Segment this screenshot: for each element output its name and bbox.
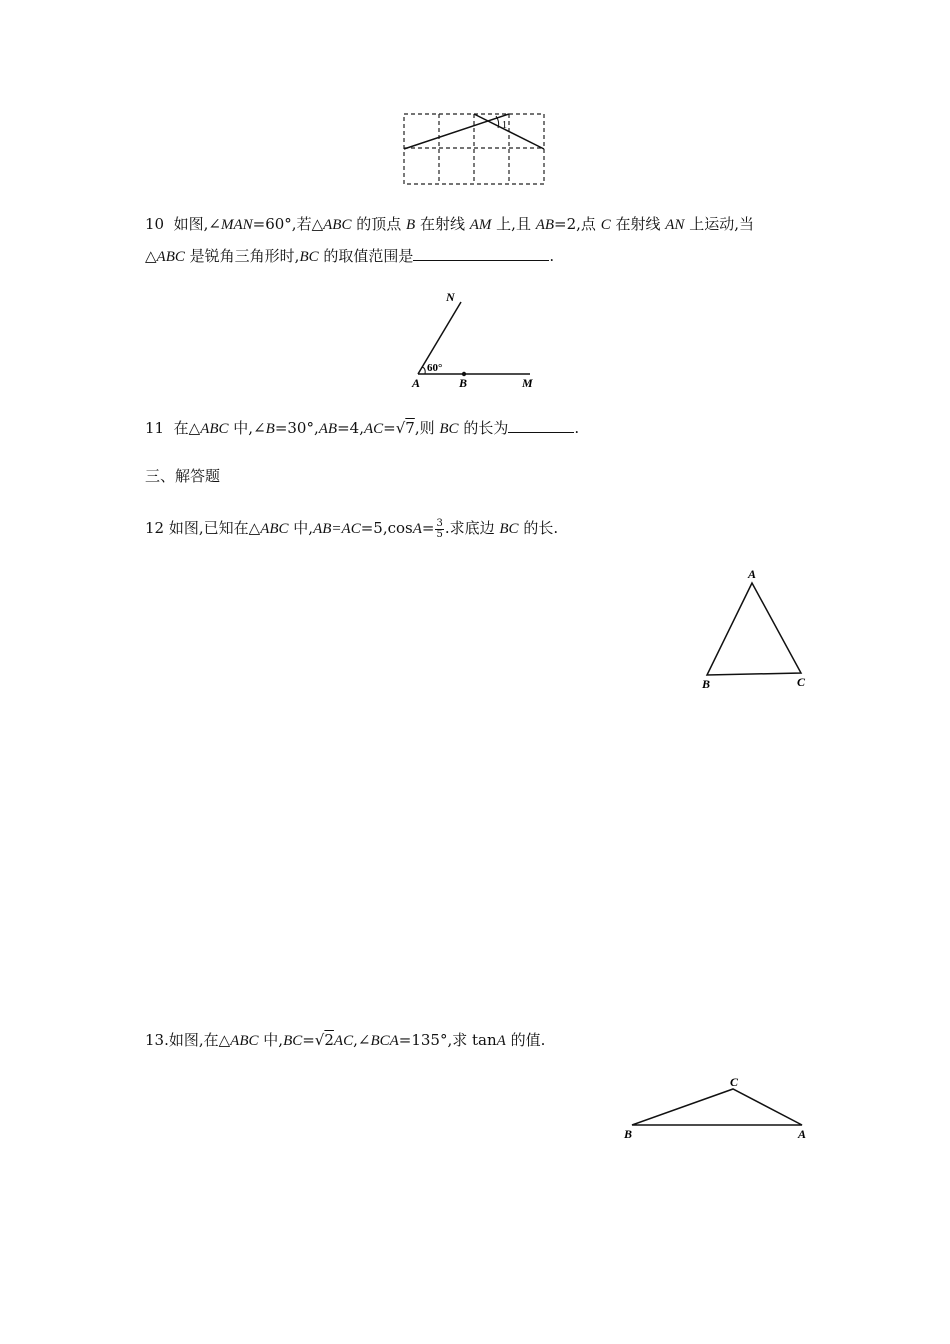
label-a: A <box>412 376 421 390</box>
section-heading: 三、解答题 <box>145 467 221 485</box>
label-c: C <box>730 1075 739 1089</box>
triangle-13-figure <box>615 1070 815 1145</box>
q11-answer-blank[interactable] <box>508 418 574 433</box>
fraction: $\frac{3}{5}$ <box>436 517 443 540</box>
q12-number: 12 <box>145 519 165 537</box>
q10-number: 10 <box>145 215 165 233</box>
label-a: A <box>798 1127 807 1141</box>
q11-number: 11 <box>145 419 165 437</box>
triangle-12-figure <box>695 563 815 693</box>
label-angle: 60° <box>427 362 443 374</box>
label-n: N <box>446 290 455 304</box>
q10-line-1: 10 如图,∠MAN=60°,若△ABC 的顶点 B 在射线 AM 上,且 AB=2,点 C 在射线 AN 上运动,当 <box>145 215 754 233</box>
label-b: B <box>624 1127 633 1141</box>
label-m: M <box>522 376 533 390</box>
label-a: A <box>748 567 757 581</box>
q10-answer-blank[interactable] <box>413 246 549 261</box>
grid-line-1 <box>404 114 509 149</box>
q13-number: 13. <box>145 1031 169 1049</box>
label-b: B <box>702 677 711 691</box>
angle-man-figure <box>405 288 555 393</box>
q10-line-2: △ABC 是锐角三角形时,BC 的取值范围是 . <box>145 247 555 265</box>
q11-line: 11 在△ABC 中,∠B=30°,AB=4,AC=√7,则 BC 的长为 . <box>145 419 580 437</box>
angle-arc <box>422 367 425 374</box>
angle-mark-label: 1 <box>502 120 507 131</box>
label-b: B <box>459 376 468 390</box>
label-c: C <box>797 675 806 689</box>
triangle-abc <box>632 1089 802 1125</box>
q12-line: 12 如图,已知在△ABC 中,AB=AC=5,cosA= $\frac{3}{5}$ .求底边 BC 的长. <box>145 517 559 540</box>
q13-line: 13.如图,在△ABC 中,BC=√2AC,∠BCA=135°,求 tanA 的值. <box>145 1031 546 1049</box>
grid-figure <box>400 110 550 190</box>
triangle-abc <box>707 583 801 675</box>
